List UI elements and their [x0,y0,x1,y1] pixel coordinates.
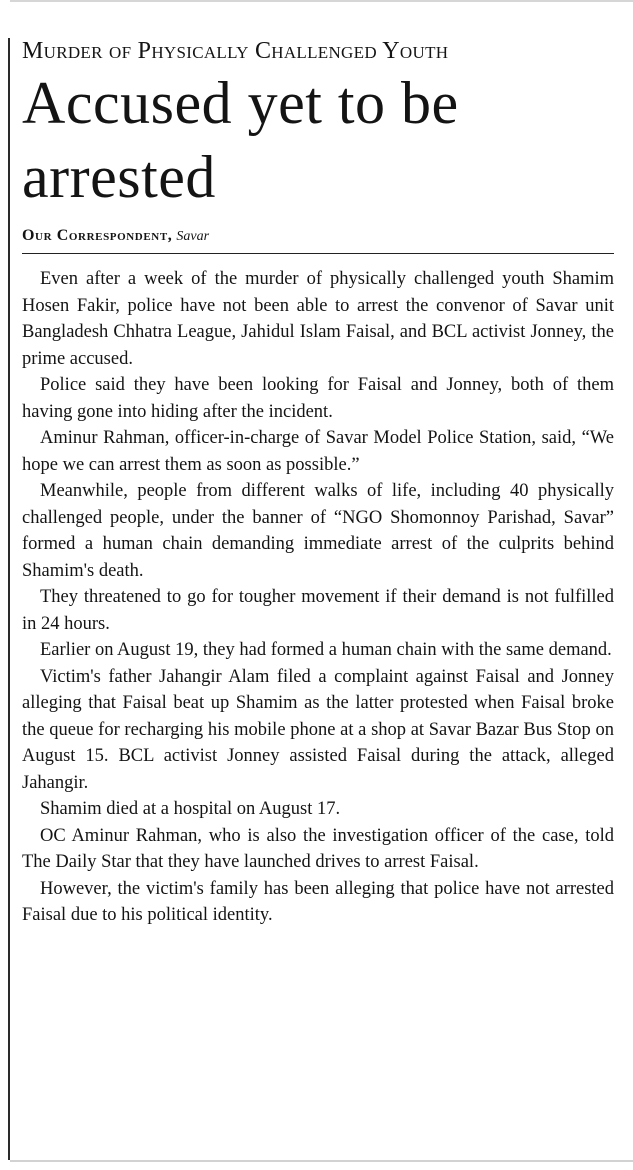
byline-divider [22,253,614,254]
paragraph: They threatened to go for tougher movement if their demand is not fulfilled in 24 hours. [22,587,614,634]
paragraph: Meanwhile, people from different walks of life, including 40 physically challenged people, under the banner of “NGO Shomonnoy Parishad, Savar” formed a human chain demanding immediate arrest of the culprits behind Shamim's death. [22,481,614,581]
paragraph: Aminur Rahman, officer-in-charge of Savar Model Police Station, said, “We hope we can arrest them as soon as possible.” [22,428,614,475]
byline-author: Our Correspondent, [22,227,173,244]
paragraph: OC Aminur Rahman, who is also the investigation officer of the case, told The Daily Star that they have launched drives to arrest Faisal. [22,825,614,872]
byline-place: Savar [176,229,210,244]
column-rule [8,38,10,1160]
headline: Accused yet to be arrested [22,70,459,210]
kicker: Murder of Physically Challenged Youth [22,38,449,64]
byline [22,226,614,247]
page-bottom-border [10,1160,633,1162]
paragraph: However, the victim's family has been alleging that police have not arrested Faisal due to his political identity. [22,878,614,925]
news-article [22,36,614,929]
page-top-border [10,0,633,2]
article-body [22,266,614,929]
paragraph: Police said they have been looking for Faisal and Jonney, both of them having gone into hiding after the incident. [22,375,614,422]
paragraph: Victim's father Jahangir Alam filed a complaint against Faisal and Jonney alleging that Faisal beat up Shamim as the latter protested when Faisal broke the queue for recharging his mobile phone at a shop at Savar Bazar Bus Stop on August 15. BCL activist Jonney assisted Faisal during the attack, alleged Jahangir. [22,666,614,793]
paragraph: Shamim died at a hospital on August 17. [40,799,341,819]
paragraph: Earlier on August 19, they had formed a human chain with the same demand. [40,640,612,660]
paragraph: Even after a week of the murder of physically challenged youth Shamim Hosen Fakir, police have not been able to arrest the convenor of Savar unit Bangladesh Chhatra League, Jahidul Islam Faisal, and BCL activist Jonney, the prime accused. [22,269,614,369]
